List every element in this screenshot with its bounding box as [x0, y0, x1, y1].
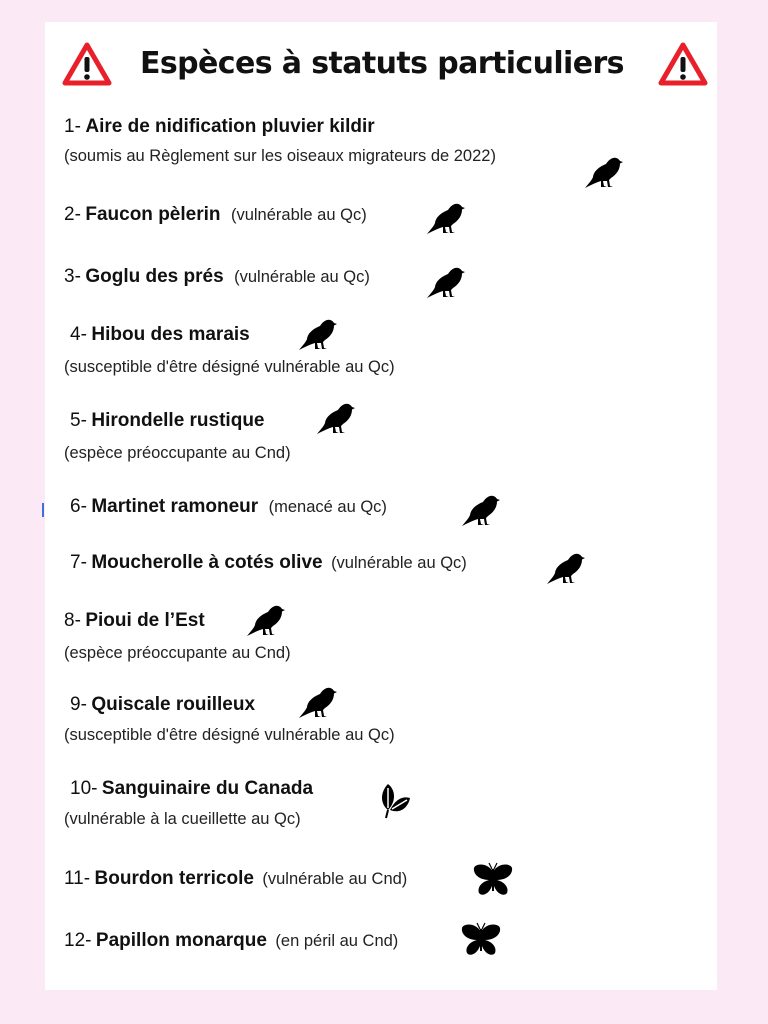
species-name: Quiscale rouilleux [91, 694, 256, 715]
leaf-icon [370, 780, 410, 820]
entry-number: 3- [64, 266, 81, 287]
species-name: Goglu des prés [85, 266, 224, 287]
species-name: Hirondelle rustique [91, 410, 265, 431]
species-status: (menacé au Qc) [268, 498, 387, 516]
butterfly-icon [461, 920, 501, 960]
species-status: (vulnérable au Qc) [230, 206, 367, 224]
bird-silhouette-icon [297, 682, 337, 722]
entry-number: 5- [70, 410, 87, 431]
bird-silhouette-icon [425, 262, 465, 302]
bird-silhouette-icon [245, 600, 285, 640]
entry-number: 4- [70, 324, 87, 345]
species-name: Sanguinaire du Canada [101, 778, 314, 799]
text-cursor [42, 503, 44, 517]
species-sheet [45, 22, 717, 990]
species-name: Aire de nidification pluvier kildir [85, 116, 375, 137]
entry-number: 9- [70, 694, 87, 715]
species-status: (vulnérable au Qc) [331, 554, 467, 572]
species-status: (en péril au Cnd) [275, 932, 399, 950]
page-title: Espèces à statuts particuliers [140, 46, 624, 81]
entry-number: 11- [64, 868, 91, 889]
entry-number: 7- [70, 552, 87, 573]
species-name: Papillon monarque [95, 930, 267, 951]
entry-number: 2- [64, 204, 81, 225]
title-row [45, 40, 717, 90]
species-name: Hibou des marais [91, 324, 250, 345]
species-status: (soumis au Règlement sur les oiseaux migrateurs de 2022) [64, 147, 496, 165]
bird-silhouette-icon [545, 548, 585, 588]
entry-number: 1- [64, 116, 81, 137]
species-name: Martinet ramoneur [91, 496, 259, 517]
entry-number: 8- [64, 610, 81, 631]
species-name: Faucon pèlerin [85, 204, 221, 225]
species-name: Bourdon terricole [94, 868, 254, 889]
warning-triangle-icon [62, 42, 112, 86]
species-status: (espèce préoccupante au Cnd) [64, 644, 291, 662]
species-status: (susceptible d'être désigné vulnérable au Qc) [64, 358, 395, 376]
bird-silhouette-icon [460, 490, 500, 530]
species-status: (vulnérable à la cueillette au Qc) [64, 810, 301, 828]
bird-silhouette-icon [583, 152, 623, 192]
entry-number: 6- [70, 496, 87, 517]
species-status: (vulnérable au Qc) [234, 268, 370, 286]
species-status: (vulnérable au Cnd) [262, 870, 408, 888]
species-status: (espèce préoccupante au Cnd) [64, 444, 291, 462]
entry-number: 12- [64, 930, 92, 951]
butterfly-icon [473, 860, 513, 900]
species-status: (susceptible d'être désigné vulnérable au Qc) [64, 726, 395, 744]
bird-silhouette-icon [425, 198, 465, 238]
species-name: Moucherolle à cotés olive [91, 552, 323, 573]
warning-triangle-icon [658, 42, 708, 86]
bird-silhouette-icon [315, 398, 355, 438]
bird-silhouette-icon [297, 314, 337, 354]
entry-number: 10- [70, 778, 98, 799]
species-name: Pioui de l’Est [85, 610, 205, 631]
